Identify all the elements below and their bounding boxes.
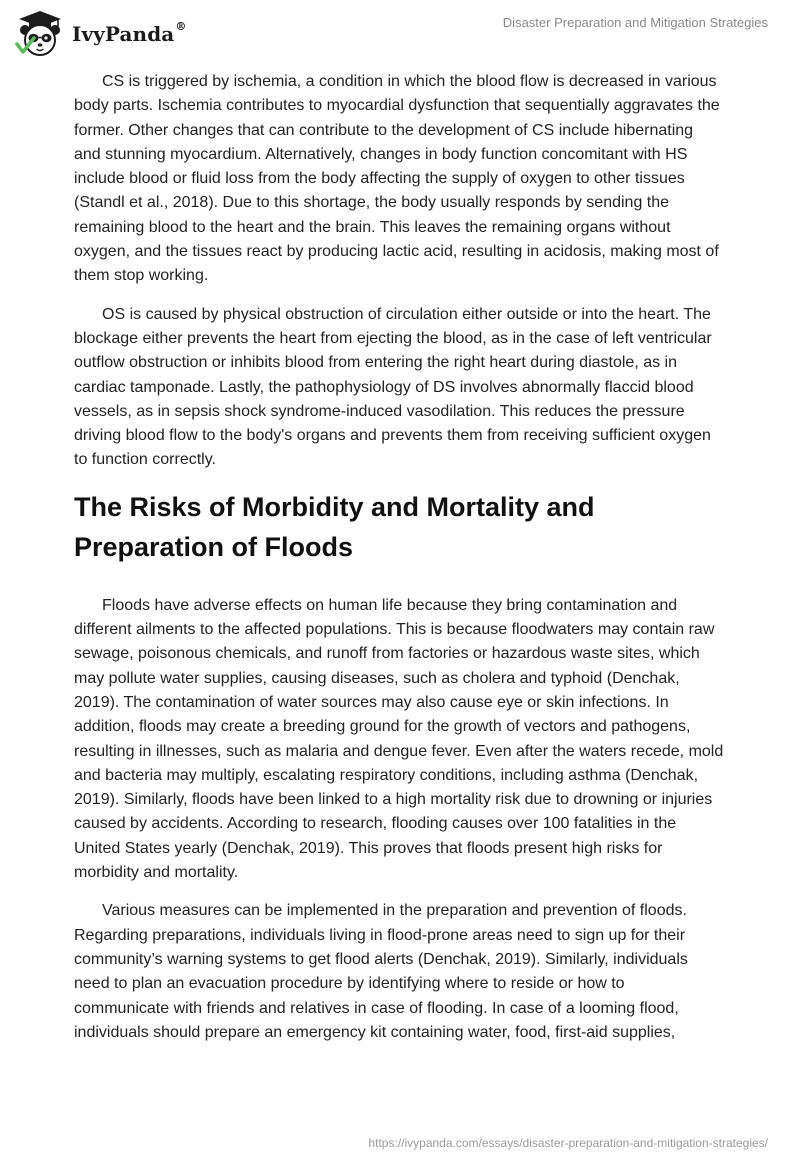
page-header: [0, 0, 800, 66]
paragraph: OS is caused by physical obstruction of circulation either outside or into the heart. The blockage either prevents the heart from ejecting the blood, as in the case of left ventricular outflow obstruction or inhibits blood from entering the right heart during diastole, as in cardiac tamponade. Lastly, the pathophysiology of DS involves abnormally flaccid blood vessels, as in sepsis shock syndrome-induced vasodilation. This reduces the pressure driving blood flow to the body's organs and prevents them from receiving sufficient oxygen to function correctly.: [74, 305, 712, 469]
brand-logo[interactable]: [14, 8, 186, 60]
section-heading: The Risks of Morbidity and Mortality and Preparation of Floods: [74, 491, 595, 562]
paragraph: Various measures can be implemented in the preparation and prevention of floods. Regarding preparations, individuals living in flood-prone areas need to sign up for their community’s warning systems to get flood alerts (Denchak, 2019). Similarly, individuals need to plan an evacuation procedure by identifying where to reside or how to communicate with friends and relatives in case of flooding. In case of a looming flood, individuals should prepare an emergency kit containing water, food, first-aid supplies,: [74, 902, 688, 1041]
paragraph: Floods have adverse effects on human life because they bring contamination and different ailments to the affected populations. This is because floodwaters may contain raw sewage, poisonous chemicals, and runoff from factories or hazardous waste sites, which may pollute water supplies, causing diseases, such as cholera and typhoid (Denchak, 2019). The contamination of water sources may also cause eye or skin infections. In addition, floods may create a breeding ground for the growth of vectors and pathogens, resulting in illnesses, such as malaria and dengue fever. Even after the waters recede, mold and bacteria may multiply, escalating respiratory conditions, including asthma (Denchak, 2019). Similarly, floods have been linked to a high mortality risk due to drowning or injuries caused by accidents. According to research, flooding causes over 100 fatalities in the United States yearly (Denchak, 2019). This proves that floods present high risks for morbidity and mortality.: [74, 596, 724, 882]
paragraph: CS is triggered by ischemia, a condition in which the blood flow is decreased in various body parts. Ischemia contributes to myocardial dysfunction that sequentially aggravates the former. Other changes that can contribute to the development of CS include hibernating and stunning myocardium. Alternatively, changes in body function concomitant with HS include blood or fluid loss from the body affecting the supply of oxygen to other tissues (Standl et al., 2018). Due to this shortage, the body usually responds by sending the remaining blood to the heart and the brain. This leaves the remaining organs without oxygen, and the tissues react by producing lactic acid, resulting in acidosis, making most of them stop working.: [74, 73, 720, 285]
panda-logo-icon: [14, 8, 66, 60]
essay-content: [74, 70, 724, 1059]
brand-name: IvyPanda®: [72, 20, 187, 46]
document-title: Disaster Preparation and Mitigation Strategies: [502, 15, 768, 30]
source-url[interactable]: https://ivypanda.com/essays/disaster-preparation-and-mitigation-strategies/: [368, 1136, 768, 1150]
